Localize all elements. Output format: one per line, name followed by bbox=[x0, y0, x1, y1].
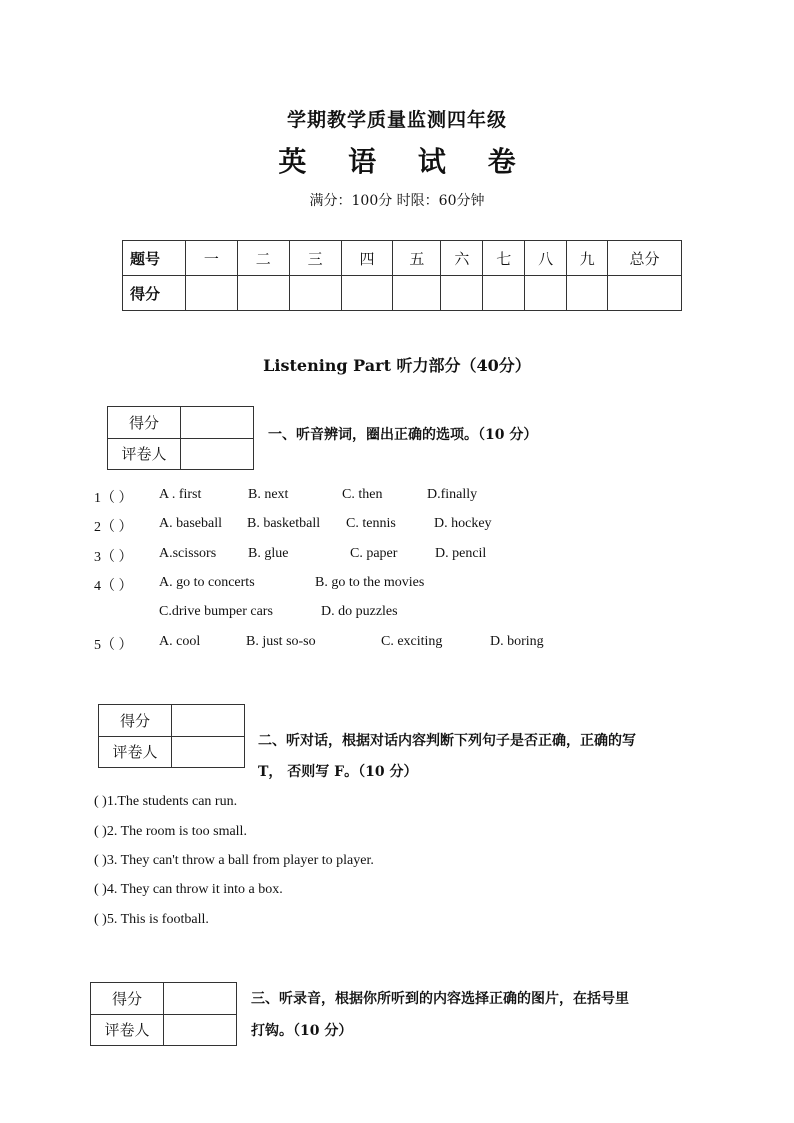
score-table-row2-label: 得分 bbox=[123, 276, 186, 311]
score-table-col: 九 bbox=[567, 241, 608, 276]
exam-subtitle: 英 语 试 卷 bbox=[278, 145, 532, 178]
option-c[interactable]: C. paper bbox=[350, 546, 398, 561]
grader-score-cell[interactable] bbox=[181, 407, 254, 439]
option-d[interactable]: D.finally bbox=[427, 487, 478, 502]
option-c[interactable]: C. then bbox=[342, 487, 383, 502]
option-d[interactable]: D. pencil bbox=[435, 546, 487, 561]
score-cell[interactable] bbox=[289, 276, 341, 311]
score-table-col: 五 bbox=[393, 241, 441, 276]
option-c[interactable]: C. tennis bbox=[346, 516, 396, 531]
grader-box-2 bbox=[98, 704, 245, 768]
question-number: 1（ ） bbox=[94, 491, 133, 506]
grader-score-cell[interactable] bbox=[172, 705, 245, 737]
section2-title-line2: T， 否则写 F。（10 分） bbox=[258, 764, 418, 780]
score-table-col: 四 bbox=[341, 241, 393, 276]
option-a[interactable]: A. cool bbox=[159, 634, 201, 649]
score-table-score-row bbox=[123, 276, 682, 311]
grader-name-label: 评卷人 bbox=[91, 1014, 164, 1046]
option-a[interactable]: A. baseball bbox=[159, 516, 222, 531]
grader-score-cell[interactable] bbox=[164, 983, 237, 1015]
score-table bbox=[122, 240, 682, 311]
exam-title: 学期教学质量监测四年级 bbox=[286, 109, 507, 131]
question-number: 2（ ） bbox=[94, 520, 133, 535]
score-cell[interactable] bbox=[567, 276, 608, 311]
tf-item[interactable]: ( )1.The students can run. bbox=[94, 794, 238, 809]
score-cell[interactable] bbox=[483, 276, 525, 311]
grader-name-cell[interactable] bbox=[172, 736, 245, 768]
score-cell[interactable] bbox=[237, 276, 289, 311]
grader-box-3 bbox=[90, 982, 237, 1046]
exam-meta: 满分：100分 时限：60分钟 bbox=[309, 193, 485, 209]
tf-item[interactable]: ( )3. They can't throw a ball from player to player. bbox=[94, 853, 374, 868]
option-a[interactable]: A.scissors bbox=[159, 546, 217, 561]
score-table-col: 三 bbox=[289, 241, 341, 276]
score-cell[interactable] bbox=[608, 276, 682, 311]
grader-name-cell[interactable] bbox=[164, 1014, 237, 1046]
score-table-col: 一 bbox=[185, 241, 237, 276]
option-b[interactable]: B. basketball bbox=[247, 516, 321, 531]
score-table-col: 七 bbox=[483, 241, 525, 276]
question-number: 3（ ） bbox=[94, 550, 133, 565]
grader-name-label: 评卷人 bbox=[99, 736, 172, 768]
option-d[interactable]: D. boring bbox=[490, 634, 544, 649]
score-table-col: 二 bbox=[237, 241, 289, 276]
grader-score-label: 得分 bbox=[91, 983, 164, 1015]
grader-name-label: 评卷人 bbox=[108, 438, 181, 470]
option-a[interactable]: A. go to concerts bbox=[159, 575, 255, 590]
question-number: 5（ ） bbox=[94, 638, 133, 653]
option-d[interactable]: D. do puzzles bbox=[321, 604, 398, 619]
tf-item[interactable]: ( )5. This is football. bbox=[94, 912, 209, 927]
tf-item[interactable]: ( )4. They can throw it into a box. bbox=[94, 882, 283, 897]
option-c[interactable]: C. exciting bbox=[381, 634, 443, 649]
score-table-col: 八 bbox=[525, 241, 567, 276]
grader-score-label: 得分 bbox=[108, 407, 181, 439]
score-table-header-row bbox=[123, 241, 682, 276]
score-cell[interactable] bbox=[525, 276, 567, 311]
part-title: Listening Part 听力部分（40分） bbox=[263, 356, 531, 375]
score-table-row1-label: 题号 bbox=[123, 241, 186, 276]
question-number: 4（ ） bbox=[94, 579, 133, 594]
grader-name-cell[interactable] bbox=[181, 438, 254, 470]
grader-box-1 bbox=[107, 406, 254, 470]
section2-title-line1: 二、听对话，根据对话内容判断下列句子是否正确，正确的写 bbox=[258, 733, 636, 749]
option-b[interactable]: B. go to the movies bbox=[315, 575, 425, 590]
option-b[interactable]: B. just so-so bbox=[246, 634, 316, 649]
option-c[interactable]: C.drive bumper cars bbox=[159, 604, 273, 619]
option-a[interactable]: A . first bbox=[159, 487, 202, 502]
option-b[interactable]: B. glue bbox=[248, 546, 289, 561]
score-cell[interactable] bbox=[441, 276, 483, 311]
option-d[interactable]: D. hockey bbox=[434, 516, 492, 531]
option-b[interactable]: B. next bbox=[248, 487, 289, 502]
score-cell[interactable] bbox=[341, 276, 393, 311]
score-table-col: 六 bbox=[441, 241, 483, 276]
section3-title-line1: 三、听录音，根据你所听到的内容选择正确的图片，在括号里 bbox=[251, 991, 629, 1007]
section1-title: 一、听音辨词，圈出正确的选项。（10 分） bbox=[268, 427, 538, 443]
grader-score-label: 得分 bbox=[99, 705, 172, 737]
score-cell[interactable] bbox=[393, 276, 441, 311]
section3-title-line2: 打钩。（10 分） bbox=[251, 1023, 353, 1039]
score-table-col: 总分 bbox=[608, 241, 682, 276]
score-cell[interactable] bbox=[185, 276, 237, 311]
tf-item[interactable]: ( )2. The room is too small. bbox=[94, 824, 247, 839]
